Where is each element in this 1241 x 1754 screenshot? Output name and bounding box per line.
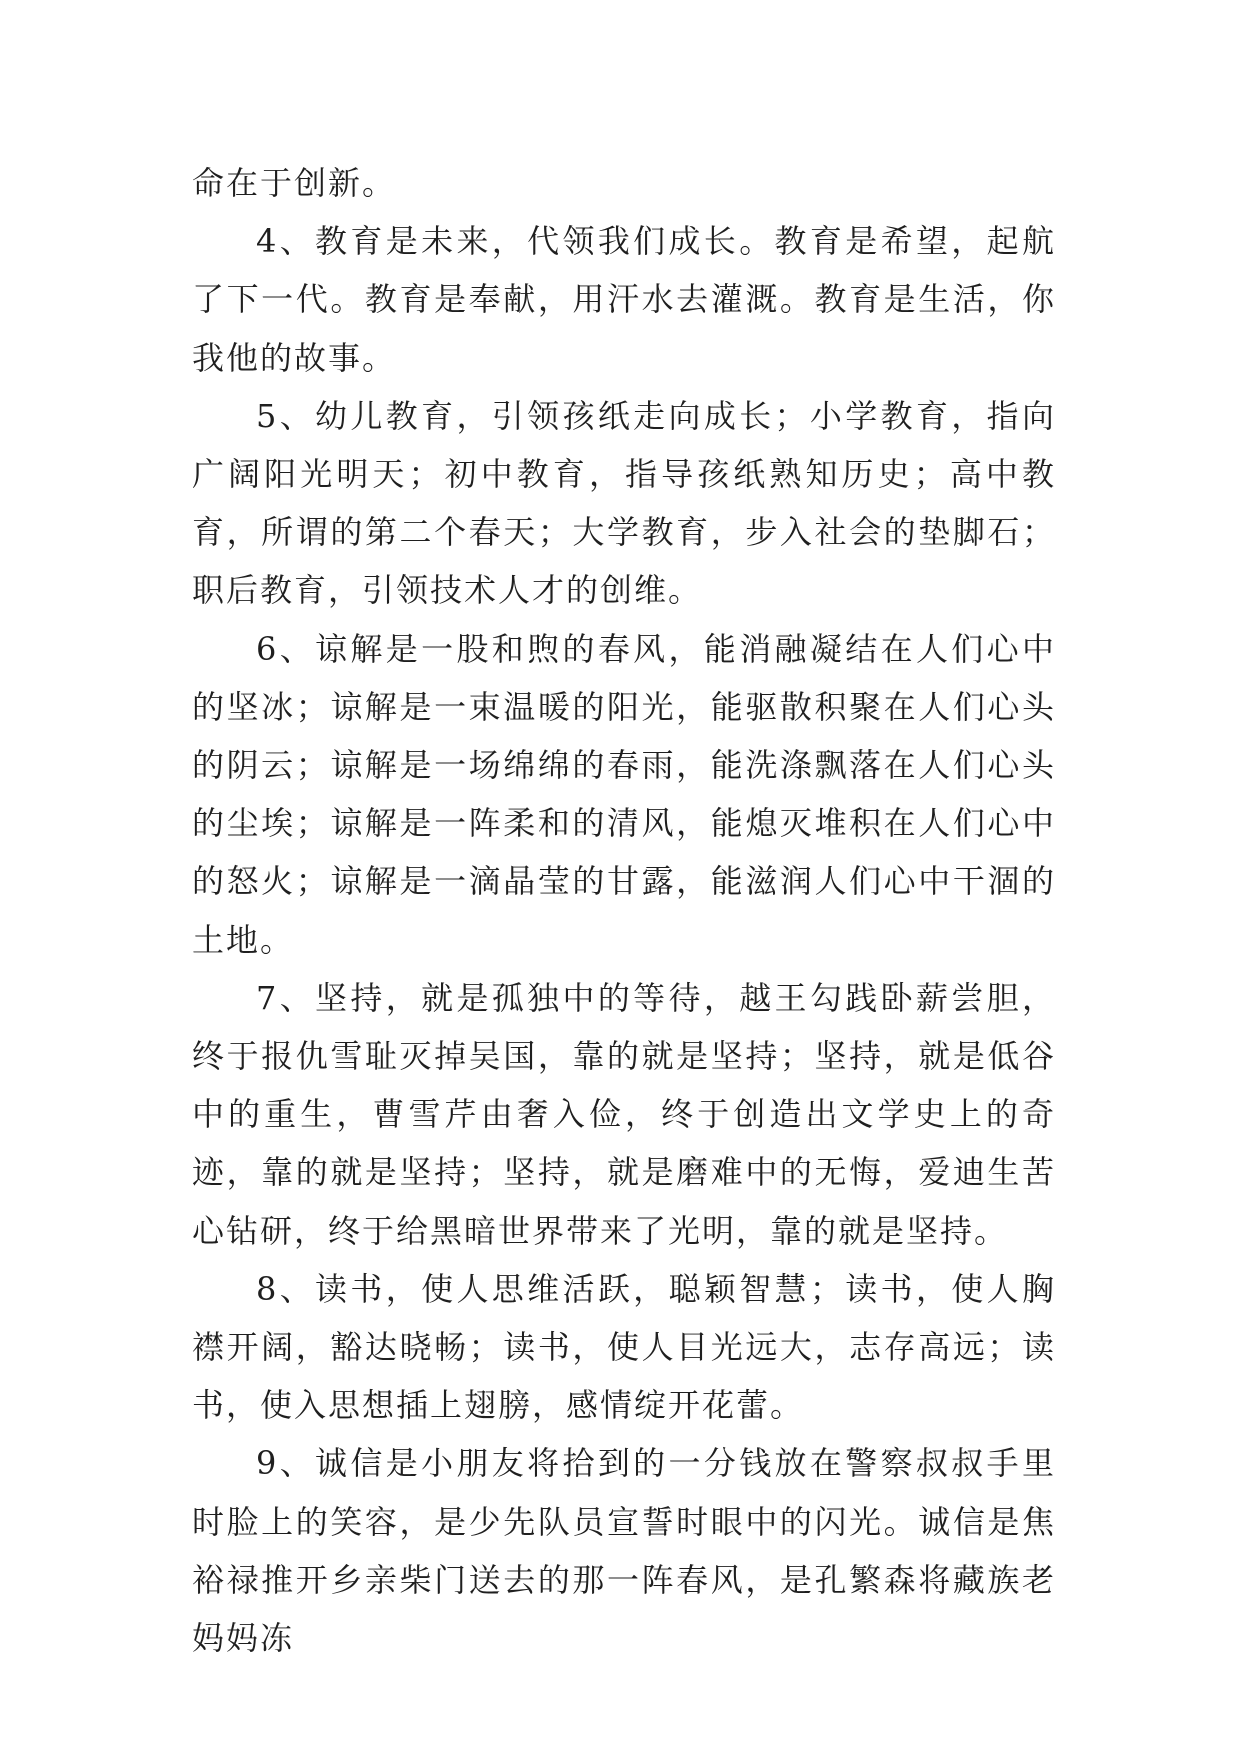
paragraph-item-4: 4、教育是未来，代领我们成长。教育是希望，起航了下一代。教育是奉献，用汗水去灌溉。教育是生活，你我他的故事。 — [192, 222, 1056, 377]
paragraph-item-6: 6、谅解是一股和煦的春风，能消融凝结在人们心中的坚冰；谅解是一束温暖的阳光，能驱散积聚在人们心头的阴云；谅解是一场绵绵的春雨，能洗涤飘落在人们心头的尘埃；谅解是一阵柔和的清风，能熄灭堆积在人们心中的怒火；谅解是一滴晶莹的甘露，能滋润人们心中干涸的土地。 — [192, 629, 1056, 959]
paragraph-item-7: 7、坚持，就是孤独中的等待，越王勾践卧薪尝胆，终于报仇雪耻灭掉吴国，靠的就是坚持；坚持，就是低谷中的重生，曹雪芹由奢入俭，终于创造出文学史上的奇迹，靠的就是坚持；坚持，就是磨难中的无悔，爱迪生苦心钻研，终于给黑暗世界带来了光明，靠的就是坚持。 — [192, 978, 1056, 1250]
paragraph-item-5: 5、幼儿教育，引领孩纸走向成长；小学教育，指向广阔阳光明天；初中教育，指导孩纸熟知历史；高中教育，所谓的第二个春天；大学教育，步入社会的垫脚石；职后教育，引领技术人才的创维。 — [192, 396, 1056, 610]
paragraph-item-8: 8、读书，使人思维活跃，聪颖智慧；读书，使人胸襟开阔，豁达晓畅；读书，使人目光远大，志存高远；读书，使入思想插上翅膀，感情绽开花蕾。 — [192, 1269, 1056, 1425]
paragraph-continuation: 命在于创新。 — [192, 164, 397, 202]
document-body — [192, 154, 1056, 1667]
paragraph-item-9: 9、诚信是小朋友将拾到的一分钱放在警察叔叔手里时脸上的笑容，是少先队员宣誓时眼中的闪光。诚信是焦裕禄推开乡亲柴门送去的那一阵春风，是孔繁森将藏族老妈妈冻 — [192, 1444, 1056, 1658]
